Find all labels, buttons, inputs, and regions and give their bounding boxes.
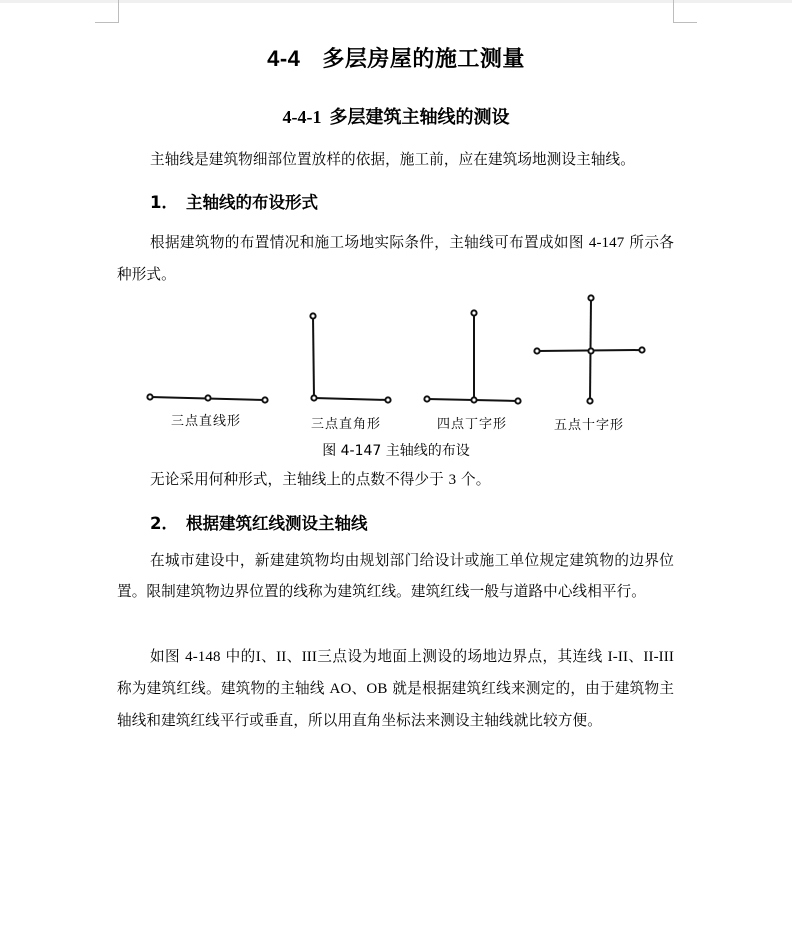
- survey-point: [147, 394, 152, 399]
- line-label: I-II: [607, 649, 629, 665]
- survey-point: [262, 397, 267, 402]
- survey-point: [385, 397, 390, 402]
- section-2-paragraph-2: [117, 641, 674, 736]
- survey-point: [515, 398, 520, 403]
- separator: 、: [260, 648, 277, 665]
- panel-five-point-cross: [534, 295, 644, 403]
- text-run: 中的: [225, 648, 256, 665]
- survey-point: [424, 396, 429, 401]
- axis-layout-diagram: [0, 280, 792, 440]
- point-count: 3: [448, 472, 457, 488]
- survey-point: [588, 348, 593, 353]
- separator: 、: [286, 648, 302, 665]
- figure-reference: 4-147: [588, 235, 625, 251]
- point-label: II: [276, 649, 287, 665]
- section-1-number: 1．: [150, 193, 178, 212]
- section-1-title: 主轴线的布设形式: [185, 193, 318, 212]
- text-run: 根据建筑物的布置情况和施工场地实际条件，主轴线可布置成如图: [150, 234, 584, 251]
- section-2-number: 2．: [150, 514, 178, 533]
- section-2-paragraph-1: 在城市建设中，新建建筑物均由规划部门给设计或施工单位规定建筑物的边界位置。限制建筑物边界位置的线称为建筑红线。建筑红线一般与道路中心线相平行。: [117, 552, 674, 600]
- subtitle-number: 4-4-1: [282, 107, 322, 127]
- point-label: I: [255, 649, 261, 665]
- intro-paragraph: 主轴线是建筑物细部位置放样的依据，施工前，应在建筑场地测设主轴线。: [150, 151, 635, 168]
- figure-caption: 图 4-147 主轴线的布设: [322, 443, 470, 459]
- panel-label: 三点直角形: [311, 417, 382, 432]
- survey-point: [587, 398, 592, 403]
- panel-label: 四点丁字形: [437, 417, 508, 432]
- panel-four-point-t-shape: [424, 310, 520, 403]
- point-label: III: [301, 649, 317, 665]
- figure-main-axis-layouts: [0, 280, 792, 440]
- survey-point: [534, 348, 539, 353]
- text-run: 如图: [150, 648, 181, 665]
- survey-point: [639, 347, 644, 352]
- title-number: 4-4: [267, 46, 301, 71]
- separator: 、: [628, 648, 644, 665]
- axis-line: [314, 398, 388, 400]
- text-run: 所示各种形式。: [117, 234, 674, 283]
- axis-line: [313, 316, 314, 398]
- text-run: 就是根据建筑红线来测定的，由于建筑物主轴线和建筑红线平行或垂直，所以用直角坐标法来测设主轴线就比较方便。: [117, 680, 675, 729]
- text-run: 称为建筑红线。建筑物的主轴线: [117, 680, 325, 697]
- line-label: II-III: [643, 649, 674, 665]
- text-run: 三点设为地面上测设的场地边界点，其连线: [316, 648, 603, 665]
- axis-label: OB: [366, 681, 388, 697]
- text-run: 无论采用何种形式，主轴线上的点数不得少于: [150, 471, 444, 488]
- axis-label: AO: [329, 681, 352, 697]
- survey-point: [310, 313, 315, 318]
- figure-reference: 4-148: [185, 649, 221, 665]
- panel-label: 五点十字形: [554, 418, 625, 433]
- margin-corner-mark-right: [673, 0, 697, 23]
- section-subtitle: [0, 103, 792, 129]
- panel-three-point-right-angle: [310, 313, 390, 402]
- section-1-heading: [150, 189, 318, 213]
- survey-point: [471, 397, 476, 402]
- survey-point: [588, 295, 593, 300]
- survey-point: [205, 395, 210, 400]
- survey-point: [471, 310, 476, 315]
- point-count-paragraph: [117, 464, 674, 496]
- section-2-heading: [150, 510, 367, 534]
- subtitle-text: 多层建筑主轴线的测设: [329, 107, 510, 127]
- page-title: [0, 42, 792, 73]
- title-text: 多层房屋的施工测量: [322, 46, 525, 71]
- text-run: 个。: [461, 471, 491, 488]
- margin-corner-mark-left: [95, 0, 119, 23]
- panel-three-point-line: [147, 394, 267, 402]
- section-2-title: 根据建筑红线测设主轴线: [185, 514, 368, 533]
- panel-label: 三点直线形: [171, 414, 242, 429]
- survey-point: [311, 395, 316, 400]
- separator: 、: [351, 680, 367, 697]
